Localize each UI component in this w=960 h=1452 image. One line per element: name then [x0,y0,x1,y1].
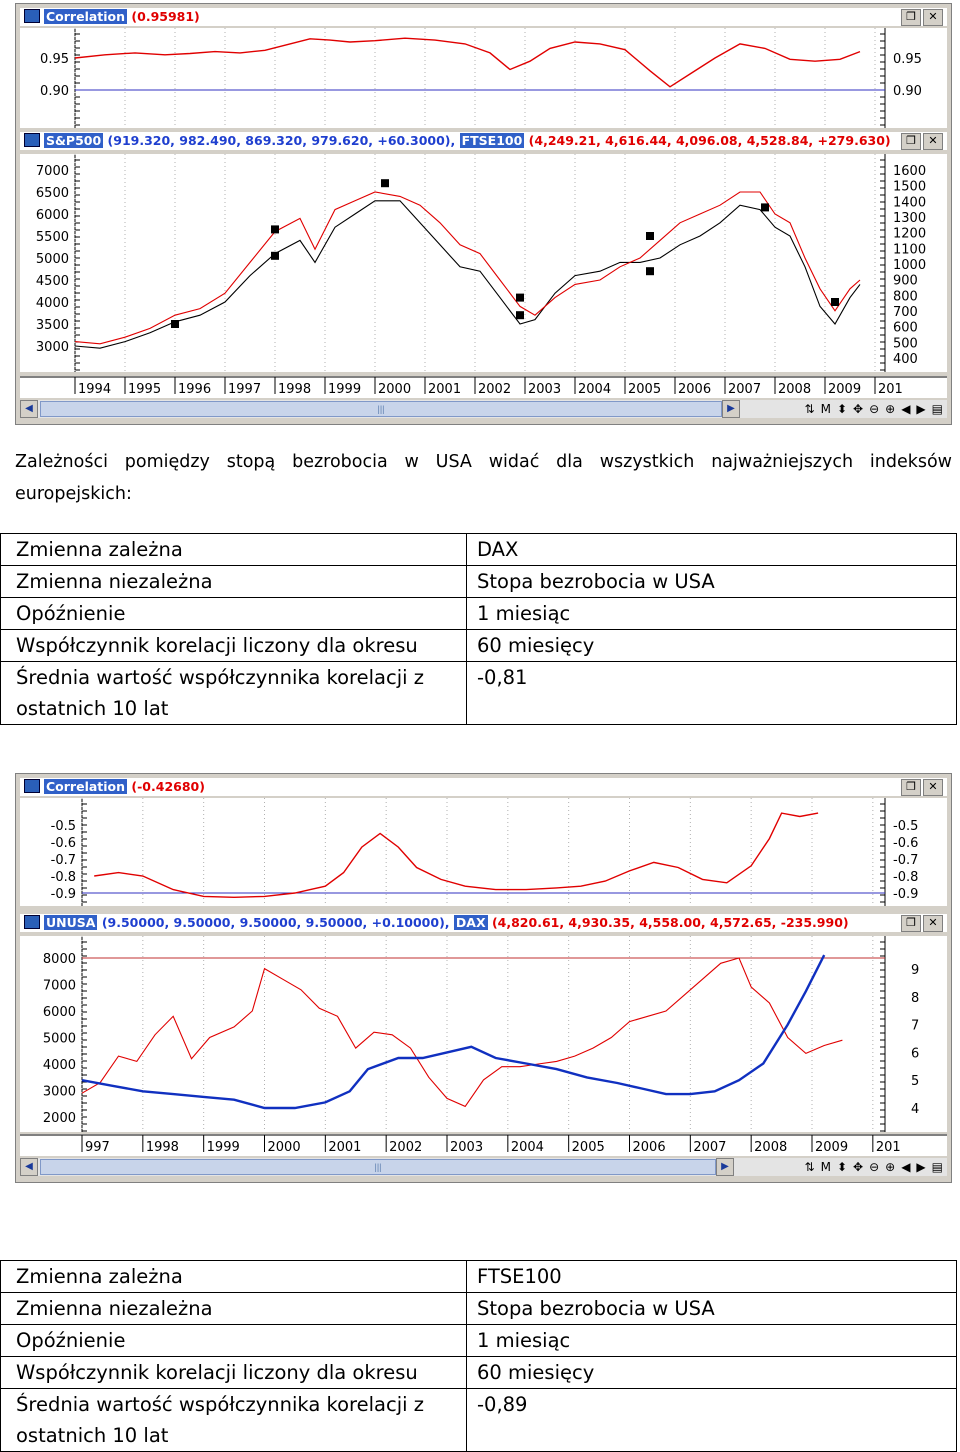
signal-marker [831,298,839,306]
move-icon[interactable]: ✥ [853,402,864,416]
row-label: Średnia wartość współczynnika korelacji z ostatnich 10 lat [1,662,467,725]
year-label: 2001 [428,382,462,397]
year-label: 2004 [578,382,612,397]
zoom-out-icon[interactable]: ⊖ [869,1160,880,1174]
right-tick-label: 700 [893,305,918,320]
row-value: Stopa bezrobocia w USA [467,566,957,598]
chart-toolbar [805,402,947,416]
year-label: 2005 [571,1140,605,1155]
right-tick-label: 400 [893,352,918,367]
indicator-value: (0.95981) [131,9,200,24]
year-label: 2006 [632,1140,666,1155]
info-table-2 [0,1260,957,1452]
sync-icon[interactable]: ⇅ [804,402,815,416]
year-label: 1996 [178,382,212,397]
left-tick-label: -0.8 [50,870,76,885]
year-label: 201 [878,382,903,397]
year-label: 2009 [815,1140,849,1155]
signal-marker [761,203,769,211]
scroll-thumb[interactable]: ||| [40,1159,716,1175]
indicator-value: (-0.42680) [131,779,205,794]
right-tick-label: 1400 [893,195,927,211]
table-row [1,662,957,725]
series1-values: (919.320, 982.490, 869.320, 979.620, +60.3000) [107,133,451,148]
row-value: DAX [467,534,957,566]
right-tick-label: 1200 [893,226,927,242]
year-label: 2000 [378,382,412,397]
year-label: 201 [875,1140,901,1155]
year-label: 2008 [754,1140,788,1155]
table-row [1,1261,957,1293]
left-tick-label: 7000 [42,978,76,994]
correlation-line [75,38,860,87]
series1-name: S&P500 [46,133,102,148]
chart-icon [24,779,40,793]
year-label: 2004 [510,1140,544,1155]
left-tick-label: 6500 [35,186,69,201]
left-tick-label: 3000 [35,340,69,355]
settings-icon[interactable]: ▤ [931,1160,943,1174]
row-value: 1 miesiąc [467,598,957,630]
chart-icon [24,133,40,147]
right-tick-label: 6 [911,1046,920,1062]
left-tick-label: 2000 [42,1111,76,1126]
restore-button[interactable]: ❐ [901,133,921,150]
series2-name: FTSE100 [461,133,523,148]
left-tick-label: 4000 [42,1058,76,1073]
table-row [1,630,957,662]
scroll-thumb[interactable]: ||| [40,401,722,417]
right-tick-label: 1100 [893,242,927,258]
signal-marker [646,267,654,275]
year-label: 2006 [678,382,712,397]
year-label: 1997 [228,382,262,397]
horizontal-scrollbar[interactable] [20,400,947,418]
right-tick-label: -0.8 [893,870,919,885]
table-row [1,1357,957,1389]
right-tick-label: 7 [911,1018,920,1034]
indicator-name: Correlation [46,9,126,24]
price-plot [20,154,947,372]
row-value: Stopa bezrobocia w USA [467,1293,957,1325]
left-tick-label: 3500 [35,318,69,333]
year-axis [20,1134,947,1156]
right-tick-label: 8 [911,990,920,1006]
close-button[interactable]: ✕ [923,915,943,932]
correlation-chart-1 [20,28,947,128]
signal-marker [516,311,524,319]
scroll-left-icon[interactable]: ◀ [20,1158,38,1176]
window-buttons [901,915,943,932]
signal-marker [381,179,389,187]
year-axis-1 [20,376,947,398]
info-table-1 [0,533,957,725]
signal-marker [516,294,524,302]
close-button[interactable]: ✕ [923,779,943,796]
signal-marker [646,232,654,240]
right-tick-label: 1500 [893,179,927,195]
right-tick-label: 4 [911,1102,920,1117]
row-label: Opóźnienie [1,1325,467,1357]
right-tick-label: 900 [893,273,918,289]
left-tick-label: 5500 [35,230,69,245]
right-tick-label: -0.9 [893,887,919,902]
correlation-plot [20,28,947,128]
next-icon[interactable]: ▶ [916,1160,926,1174]
scroll-right-icon[interactable]: ▶ [716,1158,734,1176]
indicator-name: Correlation [46,779,126,794]
year-label: 1998 [145,1140,179,1155]
table-row [1,598,957,630]
left-tick-label: -0.9 [50,887,76,902]
scroll-right-icon[interactable]: ▶ [722,400,740,418]
left-tick-label: 6000 [42,1005,76,1020]
right-tick-label: 0.95 [893,52,922,67]
row-value: -0,81 [467,662,957,725]
year-label: 2003 [528,382,562,397]
row-label: Zmienna niezależna [1,566,467,598]
window-buttons [901,133,943,150]
row-label: Zmienna zależna [1,534,467,566]
row-label: Zmienna zależna [1,1261,467,1293]
year-label: 1999 [328,382,362,397]
right-tick-label: 1600 [893,164,927,179]
window-buttons [901,9,943,26]
left-tick-label: -0.7 [50,853,76,868]
table-row [1,1389,957,1452]
table-row [1,1293,957,1325]
next-icon[interactable]: ▶ [916,402,926,416]
left-tick-label: -0.5 [50,819,76,834]
signal-marker [171,320,179,328]
chart-toolbar [805,1160,947,1174]
correlation-pane-title [20,8,947,26]
year-label: 1998 [278,382,312,397]
mode-icon[interactable]: M [820,1160,831,1174]
right-tick-label: 600 [893,320,918,336]
correlation-plot [20,798,947,906]
right-tick-label: 9 [911,963,920,978]
year-label: 2003 [450,1140,484,1155]
row-label: Współczynnik korelacji liczony dla okresu [1,1357,467,1389]
left-tick-label: 4500 [35,274,69,289]
restore-button[interactable]: ❐ [901,915,921,932]
signal-marker [271,252,279,260]
chart-window-1 [15,3,952,425]
correlation-chart-2 [20,798,947,906]
right-tick-label: 800 [893,289,918,305]
scale-icon[interactable]: ⬍ [836,1160,847,1174]
row-label: Współczynnik korelacji liczony dla okresu [1,630,467,662]
row-value: FTSE100 [467,1261,957,1293]
year-label: 1994 [78,382,112,397]
sync-icon[interactable]: ⇅ [804,1160,815,1174]
restore-button[interactable]: ❐ [901,9,921,26]
price-chart-2 [20,936,947,1132]
settings-icon[interactable]: ▤ [931,402,943,416]
right-tick-label: 1000 [893,258,927,273]
year-label: 2008 [778,382,812,397]
row-value: 60 miesięcy [467,1357,957,1389]
year-label: 2000 [267,1140,301,1155]
year-axis [20,376,947,398]
mode-icon[interactable]: M [820,402,831,416]
left-tick-label: -0.6 [50,836,76,851]
right-tick-label: 500 [893,336,918,352]
close-button[interactable]: ✕ [923,133,943,150]
unusa-line [82,955,824,1108]
left-tick-label: 3000 [42,1084,76,1100]
year-label: 2001 [328,1140,362,1155]
price-plot [20,936,947,1132]
zoom-in-icon[interactable]: ⊕ [885,1160,896,1174]
left-tick-label: 0.95 [40,52,69,67]
scroll-left-icon[interactable]: ◀ [20,400,38,418]
year-label: 2002 [478,382,512,397]
left-tick-label: 5000 [35,252,69,267]
year-axis-2 [20,1134,947,1156]
row-label: Średnia wartość współczynnika korelacji z ostatnich 10 lat [1,1389,467,1452]
price-pane-title [20,132,947,150]
prev-icon[interactable]: ◀ [901,402,911,416]
zoom-out-icon[interactable]: ⊖ [869,402,880,416]
window-buttons [901,779,943,796]
correlation-pane-title [20,778,947,796]
separator: , [450,133,456,148]
separator: , [444,915,450,930]
series2-values: (4,249.21, 4,616.44, 4,096.08, 4,528.84, +279.630) [528,133,891,148]
prev-icon[interactable]: ◀ [901,1160,911,1174]
left-tick-label: 7000 [35,164,69,179]
signal-marker [271,225,279,233]
year-label: 2005 [628,382,662,397]
right-tick-label: -0.7 [893,853,919,868]
price-pane-title [20,914,947,932]
left-tick-label: 5000 [42,1031,76,1047]
year-label: 1995 [128,382,162,397]
left-tick-label: 4000 [35,296,69,311]
sp500-line [75,201,860,348]
row-value: 60 miesięcy [467,630,957,662]
left-tick-label: 6000 [35,208,69,223]
year-label: 1999 [206,1140,240,1155]
correlation-line [94,813,818,897]
series2-values: (4,820.61, 4,930.35, 4,558.00, 4,572.65, -235.990) [491,915,849,930]
right-tick-label: 0.90 [893,84,922,99]
right-tick-label: -0.5 [893,819,919,834]
row-label: Opóźnienie [1,598,467,630]
series1-name: UNUSA [46,915,96,930]
restore-button[interactable]: ❐ [901,779,921,796]
left-tick-label: 0.90 [40,84,69,99]
price-chart-1 [20,154,947,372]
chart-window-2 [15,773,952,1183]
chart-icon [24,915,40,929]
table-row [1,1325,957,1357]
intro-paragraph: Zależności pomiędzy stopą bezrobocia w USA widać dla wszystkich najważniejszych indeksów europejskich: [15,452,952,504]
horizontal-scrollbar[interactable] [20,1158,947,1176]
zoom-in-icon[interactable]: ⊕ [885,402,896,416]
year-label: 2007 [693,1140,727,1155]
row-value: 1 miesiąc [467,1325,957,1357]
right-tick-label: 5 [911,1074,920,1090]
row-label: Zmienna niezależna [1,1293,467,1325]
right-tick-label: 1300 [893,211,927,226]
chart-icon [24,9,40,23]
row-value: -0,89 [467,1389,957,1452]
table-row [1,566,957,598]
right-tick-label: -0.6 [893,836,919,851]
scale-icon[interactable]: ⬍ [836,402,847,416]
series2-name: DAX [455,915,486,930]
year-label: 2007 [728,382,762,397]
series1-values: (9.50000, 9.50000, 9.50000, 9.50000, +0.10000) [101,915,445,930]
move-icon[interactable]: ✥ [853,1160,864,1174]
close-button[interactable]: ✕ [923,9,943,26]
year-label: 997 [85,1140,110,1155]
table-row [1,534,957,566]
year-label: 2009 [828,382,862,397]
year-label: 2002 [389,1140,423,1155]
left-tick-label: 8000 [42,952,76,967]
